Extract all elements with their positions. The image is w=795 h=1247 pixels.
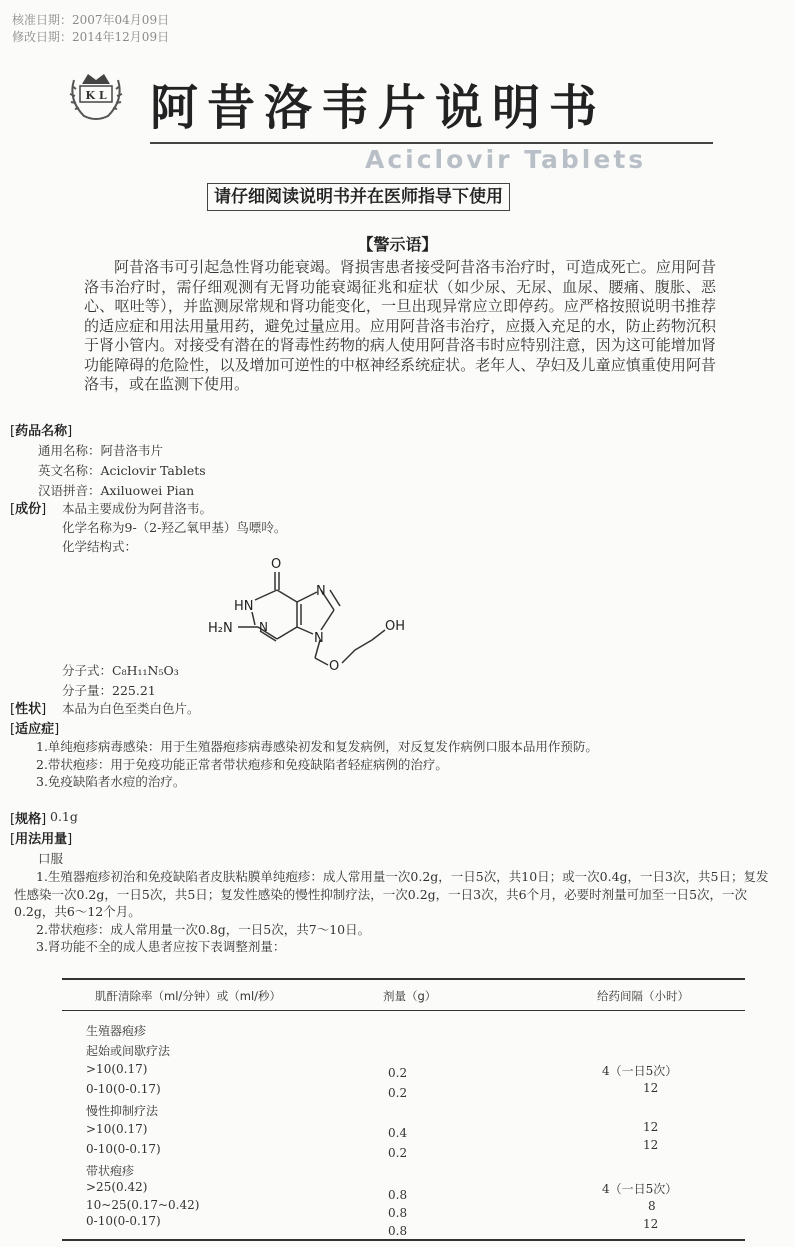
structure-label: 化学结构式：: [62, 539, 138, 554]
indications-heading: [适应症]: [10, 722, 60, 737]
table-cell-dose: 0.8: [388, 1224, 408, 1238]
table-cell-crcl: >25(0.42): [86, 1180, 148, 1194]
table-cell-interval: 4（一日5次）: [602, 1064, 678, 1078]
atom-n7: N: [316, 584, 326, 599]
molecular-weight: 分子量：225.21: [62, 683, 156, 698]
composition-main: 本品主要成份为阿昔洛韦。: [62, 501, 213, 516]
logo-text: K L: [85, 89, 107, 102]
table-bottom-rule: [62, 1239, 745, 1241]
table-cell-interval: 12: [643, 1081, 659, 1095]
table-cell-crcl: 慢性抑制疗法: [86, 1104, 159, 1118]
dosage-list: [14, 868, 776, 956]
table-cell-crcl: 10~25(0.17~0.42): [86, 1198, 200, 1212]
table-cell-crcl: 0-10(0-0.17): [86, 1142, 161, 1156]
dosage-heading: [用法用量]: [10, 832, 73, 847]
dosage-item: 2.带状疱疹：成人常用量一次0.8g，一日5次，共7～10日。: [36, 921, 371, 937]
col-header-interval: 给药间隔（小时）: [597, 989, 689, 1003]
col-header-crcl: 肌酐清除率（ml/分钟）或（ml/秒）: [95, 989, 282, 1003]
warning-heading: 【警示语】: [357, 235, 438, 254]
dosage-item: 1.生殖器疱疹初治和免疫缺陷者皮肤粘膜单纯疱疹：成人常用量一次0.2g，一日5次，共10日；或一次0.4g，一日3次，共5日；复发性感染一次0.2g，一日5次，共5日；复发性感染的慢性抑制疗法，一次0.2g，一日3次，共6个月，必要时剂量可加至一日5次，一次0.2g，共6～12个月。: [14, 869, 769, 919]
atom-oh: OH: [385, 619, 406, 634]
table-cell-dose: 0.2: [388, 1086, 408, 1100]
composition-heading: [成份]: [10, 502, 47, 517]
table-cell-crcl: 起始或间歇疗法: [86, 1044, 171, 1058]
approved-date: 核准日期：2007年04月09日: [12, 13, 170, 27]
english-title: Aciclovir Tablets: [365, 145, 647, 174]
table-cell-dose: 0.8: [388, 1188, 408, 1202]
table-cell-crcl: 0-10(0-0.17): [86, 1082, 161, 1096]
revised-date: 修改日期：2014年12月09日: [12, 30, 170, 44]
table-cell-crcl: 生殖器疱疹: [86, 1024, 147, 1038]
atom-n9: N: [314, 631, 324, 646]
atom-o-ether: O: [329, 659, 340, 674]
specification-text: 0.1g: [50, 809, 78, 824]
table-cell-dose: 0.2: [388, 1066, 408, 1080]
atom-hn: HN: [234, 599, 254, 614]
dosage-route: 口服: [38, 851, 64, 866]
table-header-rule: [62, 1010, 745, 1011]
indication-item: 3.免疫缺陷者水痘的治疗。: [36, 774, 186, 789]
indication-item: 2.带状疱疹：用于免疫功能正常者带状疱疹和免疫缺陷者轻症病例的治疗。: [36, 756, 448, 772]
table-cell-interval: 12: [643, 1138, 659, 1152]
table-top-rule: [62, 978, 745, 980]
table-cell-interval: 12: [643, 1217, 659, 1231]
description-heading: [性状]: [10, 702, 47, 717]
atom-n1: N: [259, 620, 268, 634]
indication-item: 1.单纯疱疹病毒感染：用于生殖器疱疹病毒感染初发和复发病例，对反复发作病例口服本品用作预防。: [36, 739, 598, 754]
table-cell-crcl: 带状疱疹: [86, 1164, 135, 1178]
dosage-item: 3.肾功能不全的成人患者应按下表调整剂量：: [36, 939, 286, 954]
table-cell-interval: 12: [643, 1120, 659, 1134]
table-cell-crcl: >10(0.17): [86, 1122, 148, 1136]
table-cell-dose: 0.8: [388, 1206, 408, 1220]
generic-name: 通用名称：阿昔洛韦片: [38, 443, 164, 458]
specification-heading: [规格]: [10, 812, 47, 827]
company-logo: [64, 60, 128, 124]
table-cell-interval: 4（一日5次）: [602, 1182, 678, 1196]
atom-nh2: H₂N: [208, 621, 233, 636]
english-name: 英文名称：Aciclovir Tablets: [38, 463, 206, 478]
usage-notice: 请仔细阅读说明书并在医师指导下使用: [207, 183, 510, 211]
table-cell-interval: 8: [648, 1199, 656, 1213]
table-cell-crcl: 0-10(0-0.17): [86, 1214, 161, 1228]
chemical-structure: [200, 550, 450, 700]
pinyin-name: 汉语拼音：Axiluowei Pian: [38, 483, 195, 498]
warning-text: 阿昔洛韦可引起急性肾功能衰竭。肾损害患者接受阿昔洛韦治疗时，可造成死亡。应用阿昔洛韦治疗时，需仔细观测有无肾功能衰竭征兆和症状（如少尿、无尿、血尿、腰痛、腹胀、恶心、呕吐等），并监测尿常规和肾功能变化，一旦出现异常应立即停药。应严格按照说明书推荐的适应症和用法用量用药，避免过量应用。应用阿昔洛韦治疗，应摄入充足的水，防止药物沉积于肾小管内。对接受有潜在的肾毒性药物的病人使用阿昔洛韦时应特别注意，因为这可能增加肾功能障碍的危险性，以及增加可逆性的中枢神经系统症状。老年人、孕妇及儿童应慎重使用阿昔洛韦，或在监测下使用。: [84, 258, 716, 393]
col-header-dose: 剂量（g）: [383, 989, 437, 1003]
table-cell-dose: 0.2: [388, 1146, 408, 1160]
description-text: 本品为白色至类白色片。: [62, 701, 200, 716]
table-cell-crcl: >10(0.17): [86, 1062, 148, 1076]
molecular-formula: 分子式：C₈H₁₁N₅O₃: [62, 663, 179, 678]
chemical-name: 化学名称为9-（2-羟乙氧甲基）鸟嘌呤。: [62, 520, 287, 535]
document-title: 阿昔洛韦片说明书: [150, 80, 607, 136]
drug-name-heading: [药品名称]: [10, 424, 73, 439]
warning-text-block: [84, 258, 716, 395]
table-cell-dose: 0.4: [388, 1126, 408, 1140]
atom-o: O: [271, 557, 282, 572]
dates-block: [12, 12, 169, 46]
indications-list: [14, 738, 776, 791]
